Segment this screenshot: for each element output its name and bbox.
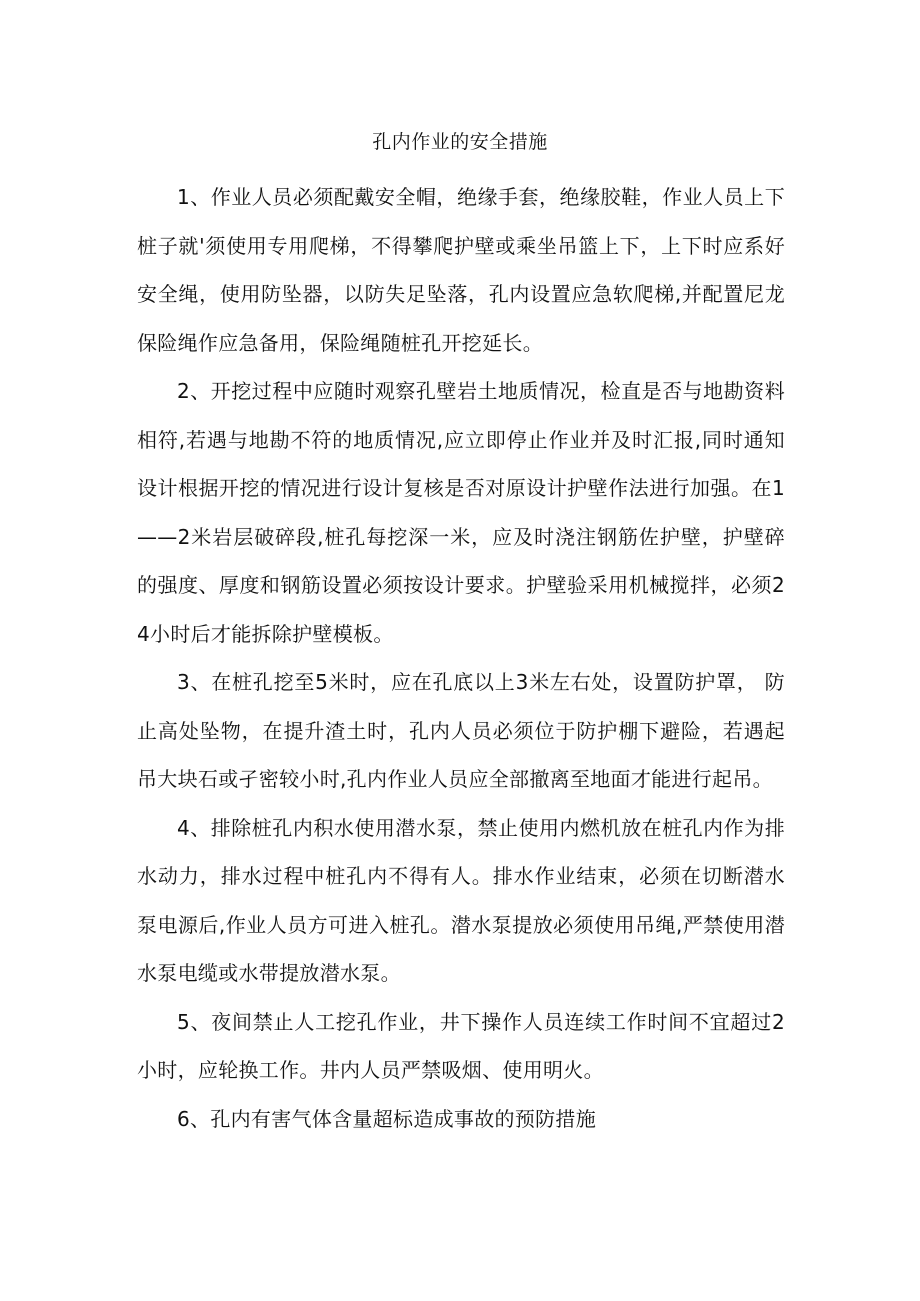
paragraph-1: 1、作业人员必须配戴安全帽，绝缘手套，绝缘胶鞋，作业人员上下桩子就'须使用专用爬梯，不得攀爬护壁或乘坐吊篮上下，上下时应系好安全绳，使用防坠器，以防失足坠落，孔内设置应急软爬梯,并配置尼龙保险绳作应急备用，保险绳随桩孔开挖延长。 bbox=[137, 185, 785, 355]
paragraph-6: 6、孔内有害气体含量超标造成事故的预防措施 bbox=[177, 1106, 597, 1131]
paragraph-4: 4、排除桩孔内积水使用潜水泵，禁止使用内燃机放在桩孔内作为排水动力，排水过程中桩孔内不得有人。排水作业结束，必须在切断潜水泵电源后,作业人员方可进入桩孔。潜水泵提放必须使用吊绳,严禁使用潜水泵电缆或水带提放潜水泵。 bbox=[137, 815, 785, 985]
document-body bbox=[137, 173, 785, 1143]
document-title: 孔内作业的安全措施 bbox=[372, 131, 548, 153]
paragraph-3: 3、在桩孔挖至5米时，应在孔底以上3米左右处，设置防护罩， 防止高处坠物，在提升渣土时，孔内人员必须位于防护棚下避险，若遇起吊大块石或孑密较小时,孔内作业人员应全部撤离至地面才能进行起吊。 bbox=[137, 670, 785, 791]
paragraph-2: 2、开挖过程中应随时观察孔壁岩土地质情况，检直是否与地勘资料相符,若遇与地勘不符的地质情况,应立即停止作业并及时汇报,同时通知设计根据开挖的情况进行设计复核是否对原设计护壁作法进行加强。在1——2米岩层破碎段,桩孔每挖深一米，应及时浇注钢筋佐护壁，护壁碎的强度、厚度和钢筋设置必须按设计要求。护壁验采用机械搅拌，必须24小时后才能拆除护壁模板。 bbox=[137, 379, 785, 646]
paragraph-5: 5、夜间禁止人工挖孔作业，井下操作人员连续工作时间不宜超过2小时，应轮换工作。井内人员严禁吸烟、使用明火。 bbox=[137, 1009, 785, 1082]
